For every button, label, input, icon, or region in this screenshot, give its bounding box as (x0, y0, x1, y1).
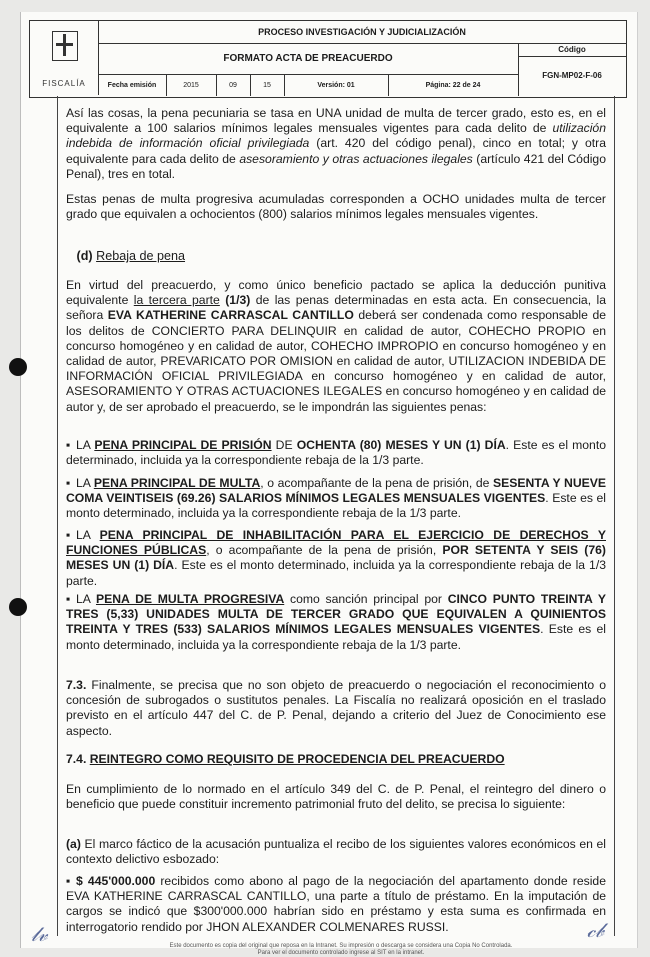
initials-signature-left: 𝓁𝓋 (31, 922, 48, 946)
format-title: FORMATO ACTA DE PREACUERDO (98, 44, 519, 74)
fiscalia-logo-icon (52, 31, 78, 61)
emission-day: 15 (250, 75, 285, 96)
bullet-icon: ▪ (66, 874, 71, 888)
paragraph-marco-factico: (a) El marco fáctico de la acusación puntualiza el recibo de los siguientes valores económicos en el contexto delictivo esbozado: (66, 837, 606, 867)
bullet-inhabilitacion: ▪ LA PENA PRINCIPAL DE INHABILITACIÓN PARA EL EJERCICIO DE DERECHOS Y FUNCIONES PÚBLICAS, o acompañante de la pena de prisión, POR SETENTA Y SEIS (76) MESES UN (1) DÍA. Este es el monto determinado, incluida ya la correspondiente rebaja de la 1/3 parte. (66, 528, 606, 588)
bullet-pena-prision: ▪ LA PENA PRINCIPAL DE PRISIÓN DE OCHENTA (80) MESES Y UN (1) DÍA. Este es el monto determinado, incluida ya la correspondiente rebaja de la 1/3 parte. (66, 438, 606, 468)
section-7-4-heading: 7.4. REINTEGRO COMO REQUISITO DE PROCEDENCIA DEL PREACUERDO (66, 752, 505, 766)
header-meta-row (98, 74, 519, 96)
bullet-pena-multa: ▪ LA PENA PRINCIPAL DE MULTA, o acompañante de la pena de prisión, de SESENTA Y NUEVE COMA VEINTISEIS (69.26) SALARIOS MÍNIMOS LEGALES MENSUALES VIGENTES. Este es el monto determinado, incluida ya la correspondiente rebaja de la 1/3 parte. (66, 476, 607, 521)
bullet-icon: ▪ (66, 438, 71, 452)
version: Versión: 01 (284, 75, 389, 96)
bullet-icon: ▪ (66, 476, 71, 490)
emission-label: Fecha emisión (98, 75, 167, 96)
process-title: PROCESO INVESTIGACIÓN Y JUDICIALIZACIÓN (98, 21, 626, 44)
emission-month: 09 (216, 75, 251, 96)
section-7-3: 7.3. Finalmente, se precisa que no son objeto de preacuerdo o negociación el reconocimiento o concesión de subrogados o sustitutos penales. La Fiscalía no realizará oposición en el traslado previsto en el artículo 447 del C. de P. Penal, dejando a criterio del Juez de Conocimiento ese aspecto. (66, 678, 606, 738)
document-page (20, 12, 638, 956)
binder-hole (9, 358, 27, 376)
emission-year: 2015 (166, 75, 217, 96)
page-number: Página: 22 de 24 (425, 82, 481, 89)
page-footer: Este documento es copia del original que reposa en la Intranet. Su impresión o descarga se considera una Copia No Controlada. Para ver el documento controlado ingrese al SIT en la intranet. (169, 943, 513, 956)
bullet-multa-progresiva: ▪ LA PENA DE MULTA PROGRESIVA como sanción principal por CINCO PUNTO TREINTA Y TRES (5,33) UNIDADES MULTA DE TERCER GRADO QUE EQUIVALEN A QUINIENTOS TREINTA Y TRES (533) SALARIOS MÍNIMOS LEGALES MENSUALES VIGENTES. Este es el monto determinado, incluida ya la correspondiente rebaja de la 1/3 parte. (66, 592, 606, 652)
paragraph-multa-progresiva: Estas penas de multa progresiva acumuladas corresponden a OCHO unidades multa de tercer grado que equivalen a ochocientos (800) salarios mínimos legales mensuales vigentes. (66, 192, 606, 222)
section-d-heading: (d) Rebaja de pena (76, 249, 186, 263)
bullet-icon: ▪ (66, 592, 71, 606)
logo-cell (30, 21, 99, 95)
paragraph-reintegro: En cumplimiento de lo normado en el artículo 349 del C. de P. Penal, el reintegro del dinero o beneficio que puede constituir incremento patrimonial fruto del delito, se precisa lo siguiente: (66, 782, 606, 812)
initials-signature-right: 𝒸𝒷 (587, 918, 604, 942)
paragraph-pena-pecuniaria: Así las cosas, la pena pecuniaria se tasa en UNA unidad de multa de tercer grado, esto es, en el equivalente a 100 salarios mínimos legales mensuales vigentes para cada delito de utilización indebida de información oficial privilegiada (art. 420 del código penal), cinco en total; y otra equivalente para cada delito de asesoramiento y otras actuaciones ilegales (artículo 421 del Código Penal), tres en total. (66, 106, 606, 181)
binder-hole (9, 598, 27, 616)
logo-text: FISCALÍA (42, 79, 86, 88)
code-value: FGN-MP02-F-06 (542, 71, 602, 80)
bullet-icon: ▪ (66, 528, 71, 542)
paragraph-rebaja: En virtud del preacuerdo, y como único beneficio pactado se aplica la deducción punitiva equivalente la tercera parte (1/3) de las penas determinadas en esta acta. En consecuencia, la señora EVA KATHERINE CARRASCAL CANTILLO deberá ser condenada como responsable de los delitos de CONCIERTO PARA DELINQUIR en calidad de autor, COHECHO PROPIO en concurso homogéneo y en calidad de autor, COHECHO IMPROPIO en concurso homogéneo y en calidad de autor, PREVARICATO POR OMISION en calidad de autor, UTILIZACION INDEBIDA DE INFORMACIÓN OFICIAL PRIVILEGIADA en concurso homogéneo y en calidad de autor, ASESORAMIENTO Y OTRAS ACTUACIONES ILEGALES en concurso homogéneo y en calidad de autor y, de ser aprobado el preacuerdo, se le impondrán las siguientes penas: (66, 278, 607, 414)
bullet-abono-apartamento: ▪ $ 445'000.000 recibidos como abono al pago de la negociación del apartamento donde reside EVA KATHERINE CARRASCAL CANTILLO, una parte a título de préstamo. En la imputación de cargos se indicó que $300'000.000 habrían sido en préstamo y esta suma es confirmada en interrogatorio rendido por JHON ALEXANDER COLMENARES RUSSI. (66, 874, 606, 934)
document-header (29, 20, 627, 98)
code-label: Código (518, 44, 626, 57)
document-body (57, 96, 615, 936)
